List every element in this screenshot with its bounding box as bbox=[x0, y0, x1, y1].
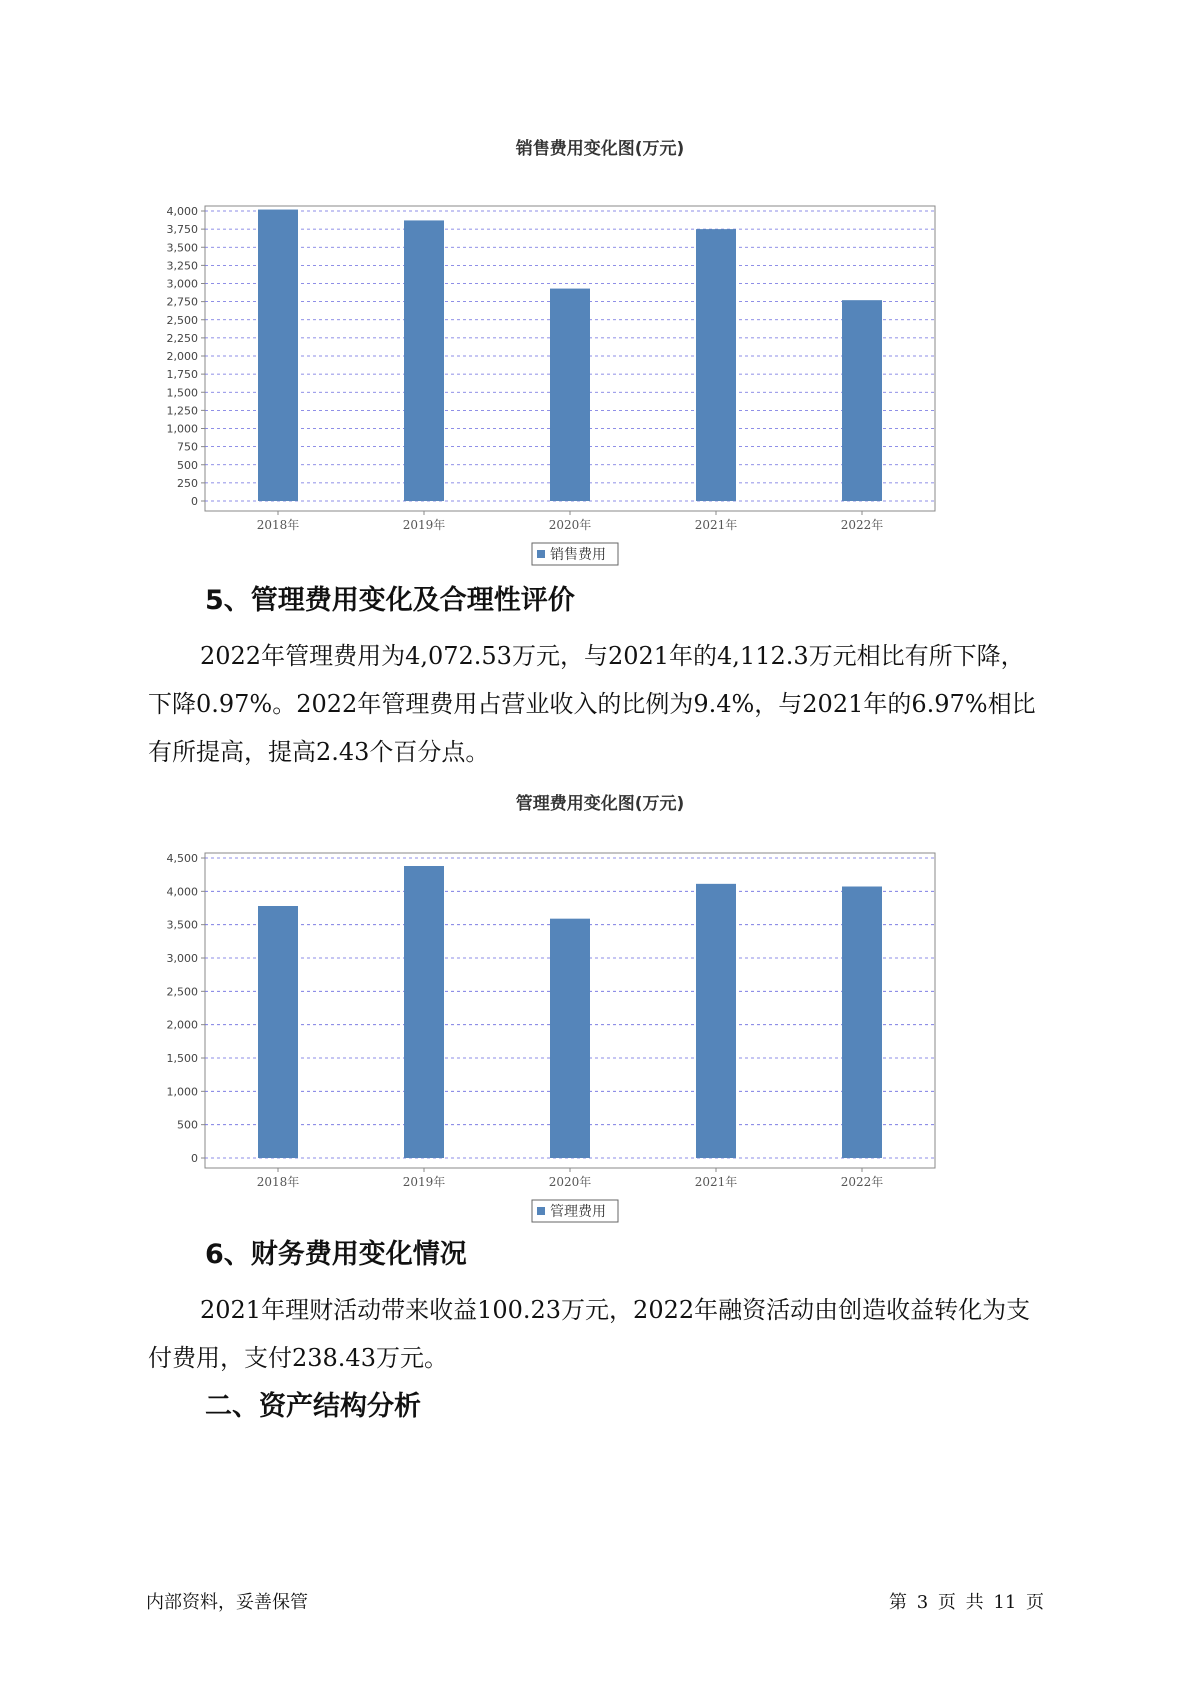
y-tick-label: 500 bbox=[177, 1118, 198, 1132]
y-tick-label: 1,500 bbox=[166, 386, 198, 400]
y-tick-label: 500 bbox=[177, 458, 198, 472]
x-tick-label: 2021年 bbox=[694, 1175, 738, 1189]
x-tick-label: 2022年 bbox=[840, 518, 884, 532]
y-tick-label: 1,000 bbox=[166, 422, 198, 436]
y-tick-label: 4,000 bbox=[166, 885, 198, 899]
bar bbox=[842, 300, 882, 501]
y-tick-label: 2,250 bbox=[166, 331, 198, 345]
bar bbox=[842, 886, 882, 1158]
legend-label: 销售费用 bbox=[550, 547, 606, 563]
bar bbox=[258, 906, 298, 1158]
bar bbox=[404, 220, 444, 501]
x-tick-label: 2018年 bbox=[256, 1175, 300, 1189]
section-6-paragraph bbox=[148, 1286, 1048, 1382]
y-tick-label: 3,250 bbox=[166, 259, 198, 273]
bar bbox=[550, 289, 590, 501]
bar bbox=[696, 884, 736, 1158]
y-tick-label: 750 bbox=[177, 440, 198, 454]
x-tick-label: 2022年 bbox=[840, 1175, 884, 1189]
y-tick-label: 2,000 bbox=[166, 350, 198, 363]
bar bbox=[258, 210, 298, 501]
x-tick-label: 2019年 bbox=[402, 518, 446, 532]
y-tick-label: 1,500 bbox=[166, 1052, 198, 1065]
legend-swatch bbox=[537, 550, 545, 558]
x-tick-label: 2019年 bbox=[402, 1175, 446, 1189]
section-6-heading: 6、财务费用变化情况 bbox=[205, 1239, 467, 1270]
section-6-text: 2021年理财活动带来收益100.23万元，2022年融资活动由创造收益转化为支付费用，支付238.43万元。 bbox=[148, 1296, 1031, 1372]
legend-label: 管理费用 bbox=[550, 1204, 606, 1220]
y-tick-label: 1,000 bbox=[166, 1085, 198, 1099]
section-5-heading: 5、管理费用变化及合理性评价 bbox=[205, 585, 575, 616]
legend-swatch bbox=[537, 1207, 545, 1215]
y-tick-label: 1,750 bbox=[166, 368, 198, 382]
y-tick-label: 2,500 bbox=[166, 985, 198, 999]
bar bbox=[696, 229, 736, 501]
y-tick-label: 3,500 bbox=[166, 241, 198, 255]
x-tick-label: 2018年 bbox=[256, 518, 300, 532]
bar bbox=[550, 919, 590, 1158]
admin-expense-chart-svg bbox=[160, 814, 1040, 1224]
x-tick-label: 2020年 bbox=[548, 1175, 592, 1189]
y-tick-label: 1,250 bbox=[166, 404, 198, 418]
chart-title: 管理费用变化图(万元) bbox=[515, 794, 685, 814]
y-tick-label: 2,000 bbox=[166, 1018, 198, 1032]
admin-expense-chart bbox=[160, 789, 1040, 1224]
y-tick-label: 2,500 bbox=[166, 313, 198, 327]
y-tick-label: 0 bbox=[191, 1152, 198, 1165]
y-tick-label: 2,750 bbox=[166, 295, 198, 309]
section-5-paragraph bbox=[148, 632, 1048, 776]
y-tick-label: 4,500 bbox=[166, 852, 198, 865]
y-tick-label: 250 bbox=[177, 476, 198, 490]
y-tick-label: 3,500 bbox=[166, 918, 198, 932]
bar bbox=[404, 866, 444, 1158]
x-tick-label: 2021年 bbox=[694, 518, 738, 532]
section-5-text: 2022年管理费用为4,072.53万元，与2021年的4,112.3万元相比有所下降，下降0.97%。2022年管理费用占营业收入的比例为9.4%，与2021年的6.97%相比有所提高，提高2.43个百分点。 bbox=[148, 642, 1036, 766]
footer-confidential-note: 内部资料，妥善保管 bbox=[146, 1592, 308, 1613]
chart-title: 销售费用变化图(万元) bbox=[515, 139, 685, 159]
y-tick-label: 0 bbox=[191, 495, 198, 508]
y-tick-label: 3,000 bbox=[166, 952, 198, 965]
y-tick-label: 3,750 bbox=[166, 223, 198, 237]
sales-expense-chart bbox=[160, 134, 1040, 569]
section-two-heading: 二、资产结构分析 bbox=[205, 1391, 421, 1422]
y-tick-label: 4,000 bbox=[166, 205, 198, 218]
y-tick-label: 3,000 bbox=[166, 277, 198, 291]
x-tick-label: 2020年 bbox=[548, 518, 592, 532]
sales-expense-chart-svg bbox=[160, 159, 1040, 569]
footer-page-number: 第 3 页 共 11 页 bbox=[889, 1592, 1044, 1613]
